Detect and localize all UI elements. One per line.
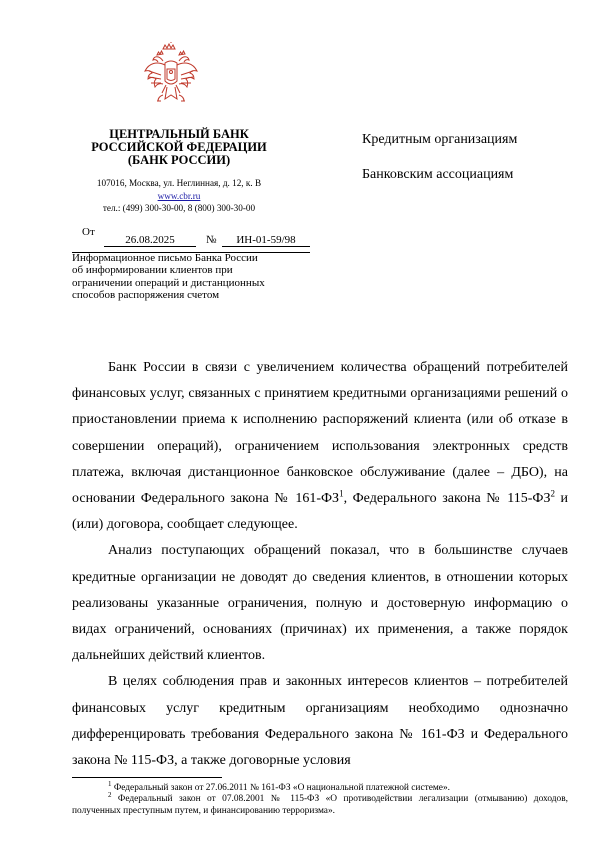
paragraph-text: и (или) договора, сообщает следующее.: [72, 491, 569, 533]
footnotes: [72, 779, 568, 817]
body-paragraph: [72, 355, 568, 538]
footnote: [72, 791, 568, 817]
footnote-ref[interactable]: 2: [550, 488, 555, 499]
subject-divider: [72, 252, 310, 253]
subject-line: ограничении операций и дистанционных: [72, 276, 265, 289]
body-paragraph: Анализ поступающих обращений показал, что в большинстве случаев кредитные организации не доводят до сведения клиентов, в отношении которых реализованы указанные ограничения, полную и достоверную информацию о видах ограничений, основаниях (причинах) их применения, а также порядок дальнейших действий клиентов.: [72, 543, 568, 664]
footnote-text: Федеральный закон от 27.06.2011 № 161-ФЗ «О национальной платежной системе».: [111, 783, 450, 793]
letter-date: 26.08.2025: [104, 234, 196, 247]
footnote-text: Федеральный закон от 07.08.2001 № 115-ФЗ «О противодействии легализации (отмыванию) доходов, полученных преступным путем, и финансированию терроризма».: [72, 794, 568, 816]
postal-address: 107016, Москва, ул. Неглинная, д. 12, к. В: [96, 178, 262, 188]
website-link[interactable]: www.cbr.ru: [157, 190, 201, 201]
body-paragraph: В целях соблюдения прав и законных интересов клиентов – потребителей финансовых услуг кредитным организациям необходимо однозначно дифференцировать требования Федерального закона № 161-ФЗ и Федерального закона № 115-ФЗ, а также договорные условия: [72, 674, 568, 769]
subject-line: способов распоряжения счетом: [72, 289, 220, 302]
footnote-ref[interactable]: 1: [339, 488, 344, 499]
letter-number: ИН-01-59/98: [222, 234, 310, 247]
subject-line: об информировании клиентов при: [72, 264, 233, 277]
number-label: №: [206, 234, 217, 246]
org-name-line: (БАНК РОССИИ): [127, 153, 231, 167]
footnote-divider: [72, 777, 222, 778]
recipient-banking-associations: Банковским ассоциациям: [362, 167, 514, 182]
paragraph-text: Банк России в связи с увеличением количества обращений потребителей финансовых услуг, связанных с принятием кредитными организациями решений о приостановлении приема к исполнению распоряжений клиента (или об отказе в совершении операций), ограничением использования электронных средств платежа, включая дистанционное банковское обслуживание (далее – ДБО), на основании Федерального закона № 161-ФЗ: [72, 360, 568, 507]
subject-line: Информационное письмо Банка России: [72, 252, 258, 264]
footnote-mark: 1: [108, 779, 112, 788]
recipient-credit-organizations: Кредитным организациям: [362, 132, 518, 147]
paragraph-text: , Федерального закона № 115-ФЗ: [343, 491, 551, 507]
footnote-mark: 2: [108, 791, 112, 800]
from-label: От: [82, 226, 95, 238]
letter-subject: [72, 252, 310, 302]
phone-numbers: тел.: (499) 300-30-00, 8 (800) 300-30-00: [102, 203, 256, 213]
letter-body: [72, 355, 568, 774]
footnote: [72, 779, 568, 794]
date-number-line: [0, 226, 604, 246]
organization-name: [70, 128, 288, 167]
contact-block: [70, 177, 288, 215]
russian-coat-of-arms-icon: [141, 41, 201, 111]
org-name-line: ЦЕНТРАЛЬНЫЙ БАНК: [109, 127, 249, 141]
org-name-line: РОССИЙСКОЙ ФЕДЕРАЦИИ: [91, 140, 267, 154]
